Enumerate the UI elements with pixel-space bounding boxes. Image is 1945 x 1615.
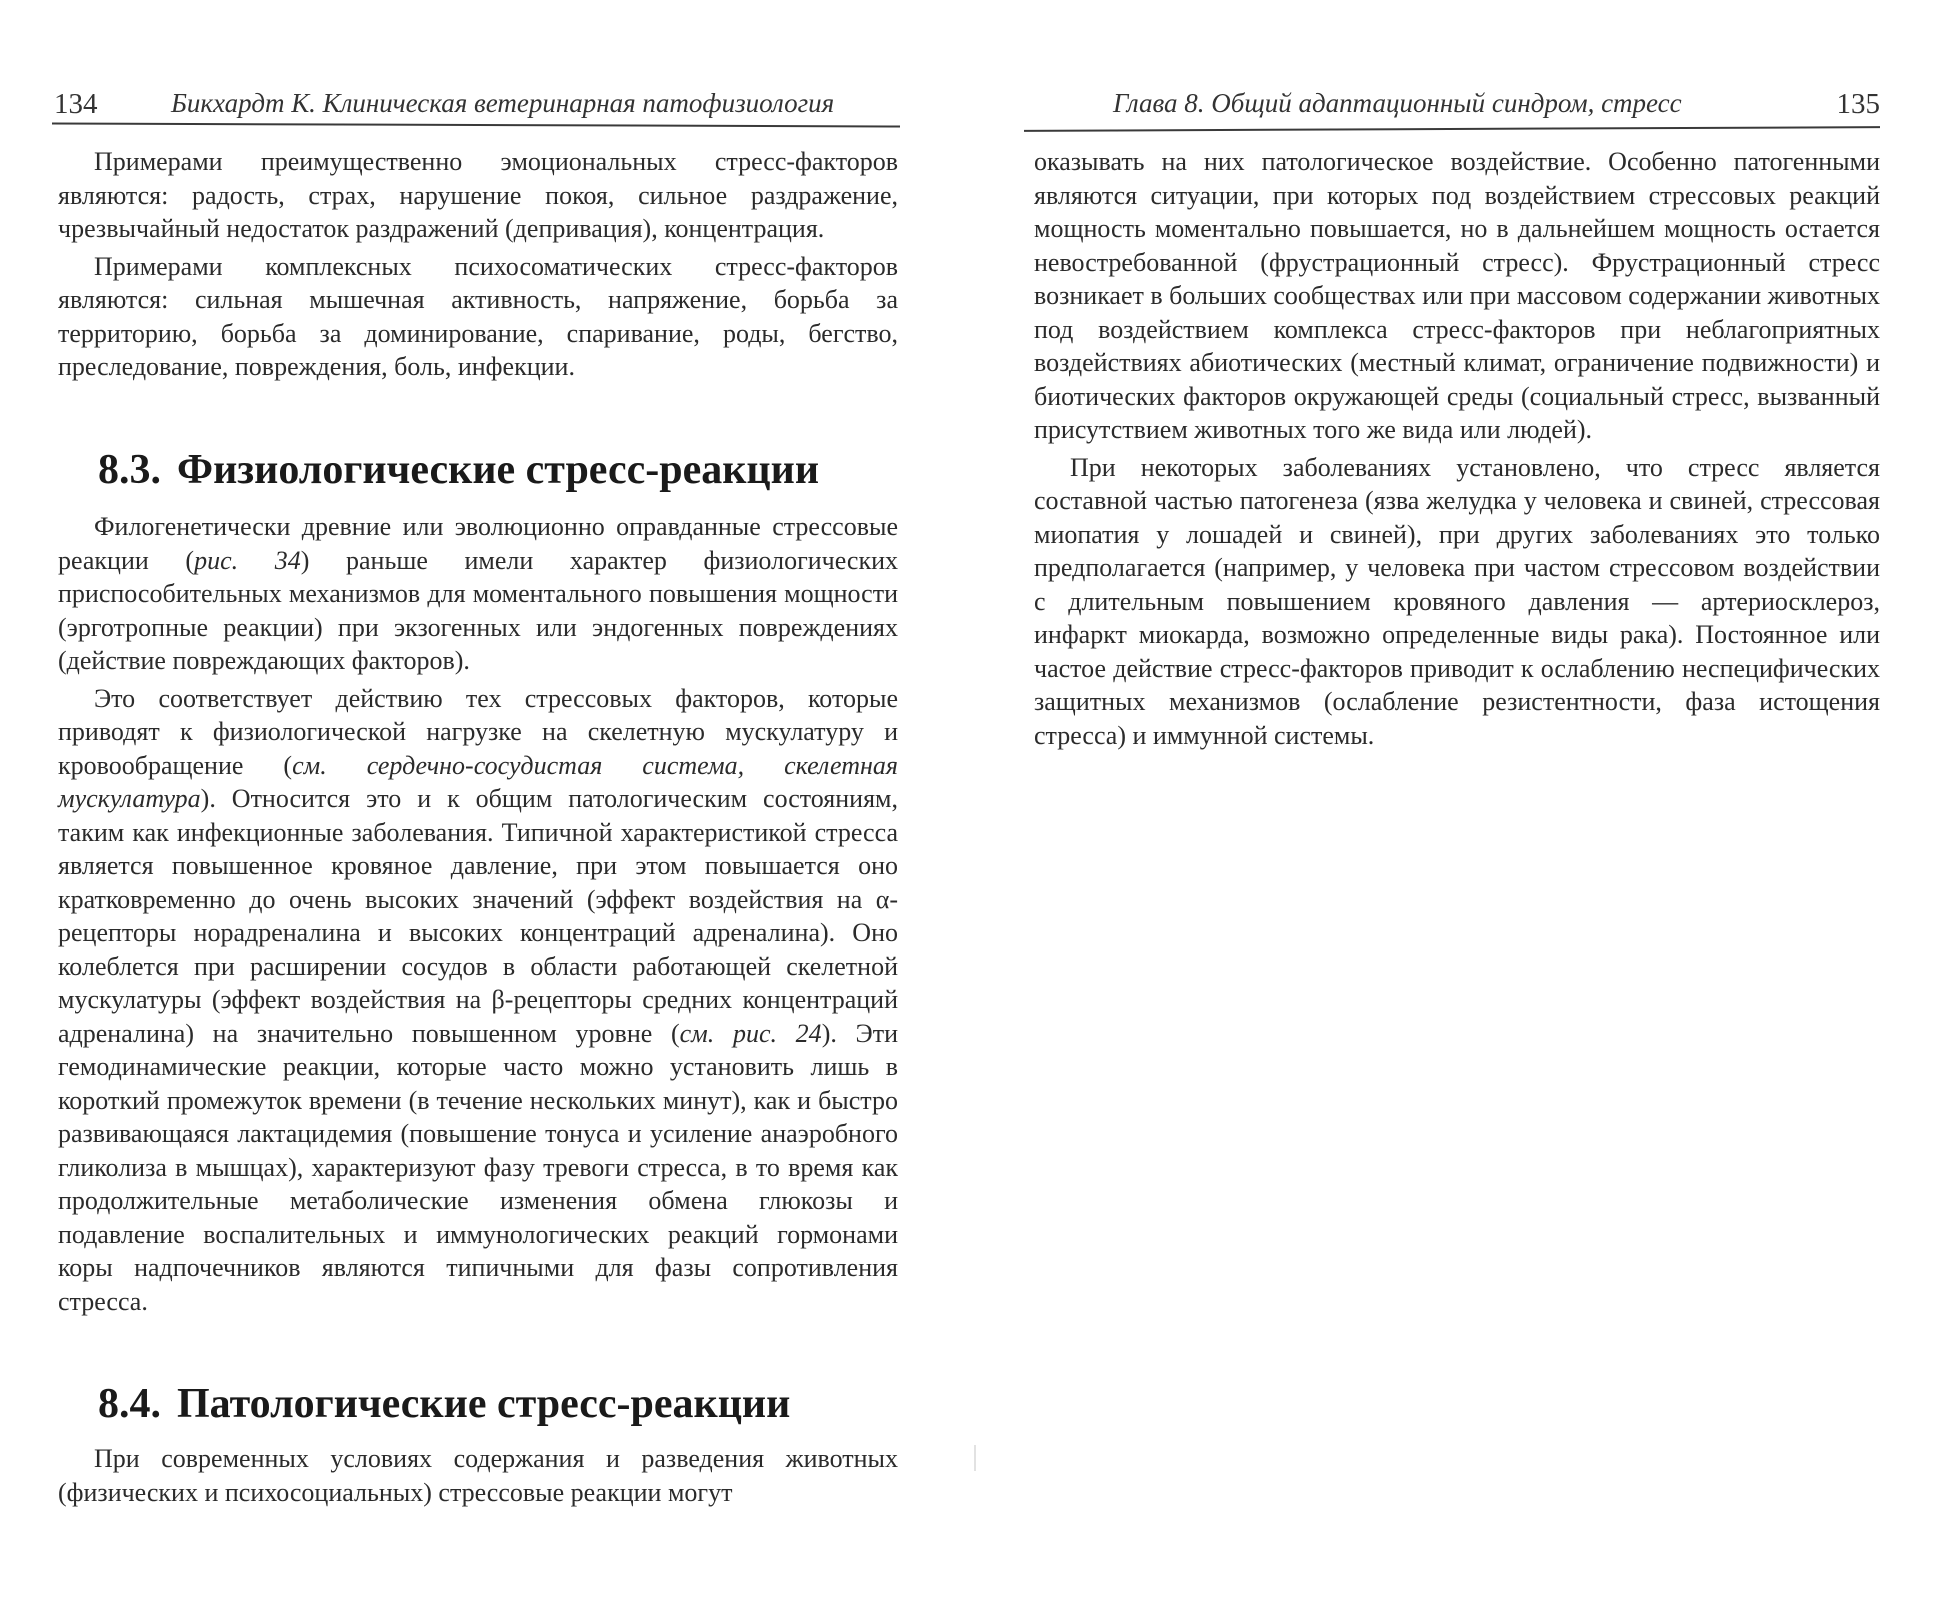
figure-reference: рис. 34 [194, 545, 301, 575]
paragraph-stress-factors-action [58, 682, 898, 1319]
intro-paragraphs [58, 145, 898, 384]
paragraph-phylogenetic [58, 510, 898, 678]
left-page [0, 0, 972, 1615]
paragraph-emotional-stressors: Примерами преимущественно эмоциональных стресс-факторов являются: радость, страх, нарушение покоя, сильное раздражение, чрезвычайный недостаток раздражений (депривация), концентрация. [58, 147, 898, 243]
right-running-head-title: Глава 8. Общий адаптационный синдром, стресс [1113, 88, 1682, 118]
cross-reference: см. сердечно-сосудистая система, скелетная мускулатура [58, 750, 898, 813]
section-title: Патологические стресс-реакции [177, 1381, 791, 1427]
section-number: 8.4. [98, 1381, 161, 1427]
left-header-rule [52, 123, 900, 128]
section-heading-8-3 [98, 446, 819, 494]
text-run: ). Эти гемодинамические реакции, которые часто можно установить лишь в короткий промежуток времени (в течение нескольких минут), как и быстро развивающаяся лактацидемия (повышение тонуса и усиление анаэробного гликолиза в мышцах), характеризуют фазу тревоги стресса, в то время как продолжительные метаболические изменения обмена глюкозы и подавление воспалительных и иммунологических реакций гормонами коры надпочечников являются типичными для фазы сопротивления стресса. [58, 1018, 898, 1316]
paragraph-pathological-impact: оказывать на них патологическое воздействие. Особенно патогенными являются ситуации, при которых под воздействием стрессовых реакций мощность моментально повышается, но в дальнейшем мощность остается невостребованной (фрустрационный стресс). Фрустрационный стресс возникает в больших сообществах или при массовом содержании животных под воздействием комплекса стресс-факторов при неблагоприятных воздействиях абиотических (местный климат, ограничение подвижности) и биотических факторов окружающей среды (социальный стресс, вызванный присутствием животных того же вида или людей). [1034, 147, 1880, 444]
figure-reference: см. рис. 24 [679, 1018, 822, 1048]
section-number: 8.3. [98, 447, 161, 493]
text-run: Филогенетически древние или эволюционно оправданные стрессовые реакции ( [58, 512, 898, 575]
text-run: ). Относится это и к общим патологическим состояниям, таким как инфекционные заболевания. Типичной характеристикой стресса является повышенное кровяное давление, при этом повышается оно кратковременно до очень высоких значений (эффект воздействия на α-рецепторы норадреналина и высоких концентраций адреналина). Оно колеблется при расширении сосудов в области работающей скелетной мускулатуры (эффект воздействия на β-рецепторы средних концентраций адреналина) на значительно повышенном уровне ( [58, 784, 898, 1048]
section-heading-8-4 [98, 1380, 790, 1428]
right-page-number: 135 [1836, 88, 1880, 120]
paragraph-psychosomatic-stressors: Примерами комплексных психосоматических стресс-факторов являются: сильная мышечная активность, напряжение, борьба за территорию, борьба за доминирование, спаривание, роды, бегство, преследование, повреждения, боль, инфекции. [58, 251, 898, 381]
right-header-rule [1024, 126, 1880, 132]
text-run: ) раньше имели характер физиологических приспособительных механизмов для моментального повышения мощности (эрготропные реакции) при экзогенных или эндогенных повреждениях (действие повреждающих факторов). [58, 545, 898, 675]
right-page [972, 0, 1945, 1615]
right-page-body [1034, 145, 1880, 752]
left-page-number: 134 [54, 88, 98, 120]
text-run: Это соответствует действию тех стрессовых факторов, которые приводят к физиологической нагрузке на скелетную мускулатуру и кровообращение ( [58, 683, 898, 780]
section-title: Физиологические стресс-реакции [177, 447, 820, 493]
section-8-4-body [58, 1442, 898, 1509]
left-running-head-title: Бикхардт К. Клиническая ветеринарная патофизиология [171, 88, 835, 118]
section-8-3-body [58, 510, 898, 1318]
paragraph-modern-conditions: При современных условиях содержания и разведения животных (физических и психосоциальных) стрессовые реакции могут [58, 1444, 898, 1507]
paragraph-diseases: При некоторых заболеваниях установлено, что стресс является составной частью патогенеза (язва желудка у человека и свиней, стрессовая миопатия у лошадей и свиней), при других заболеваниях это только предполагается (например, у человека при частом стрессовом воздействии с длительным повышением кровяного давления — артериосклероз, инфаркт миокарда, возможно определенные виды рака). Постоянное или частое действие стресс-факторов приводит к ослаблению неспецифических защитных механизмов (ослабление резистентности, фаза истощения стресса) и иммунной системы. [1034, 452, 1880, 750]
